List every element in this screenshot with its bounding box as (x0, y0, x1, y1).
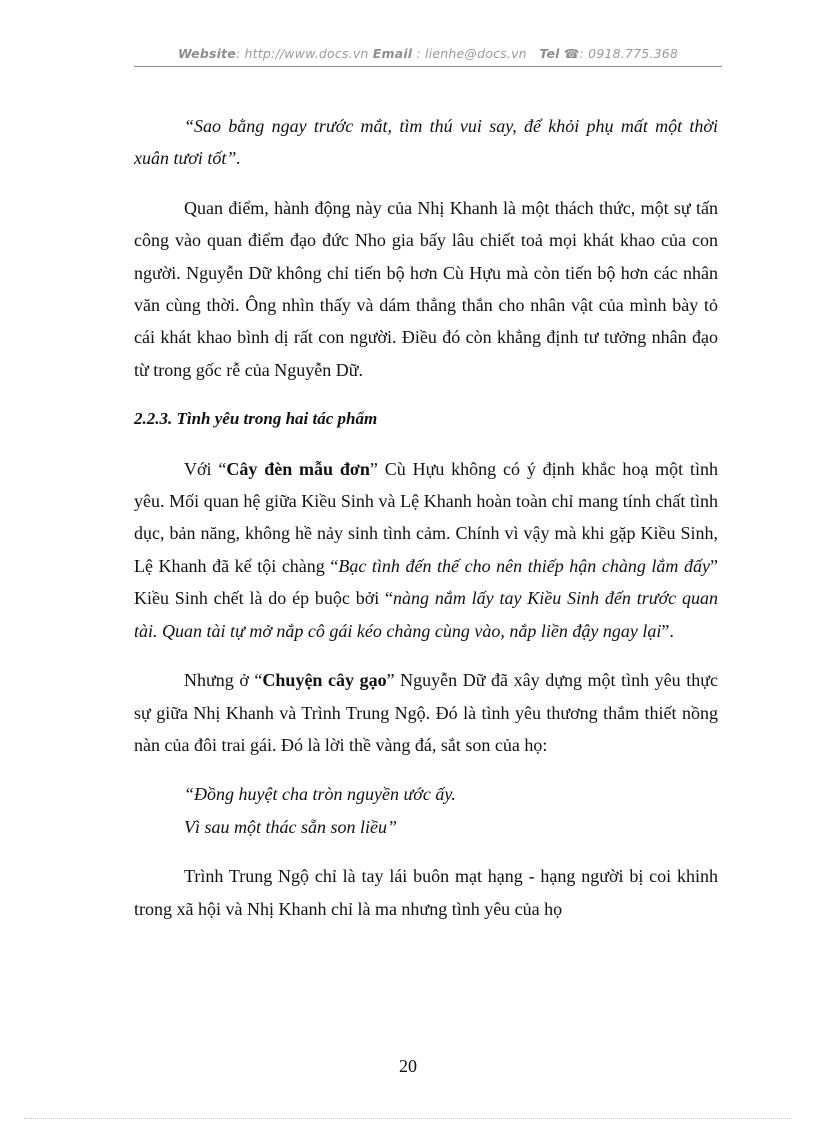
body-text (134, 110, 718, 925)
header-divider (134, 66, 722, 67)
email-value: : lienhe@docs.vn (412, 46, 531, 61)
paragraph-analysis: Quan điểm, hành động này của Nhị Khanh là một thách thức, một sự tấn công vào quan điểm đạo đức Nho gia bấy lâu chiết toả mọi khát khao của con người. Nguyễn Dữ không chỉ tiến bộ hơn Cù Hựu mà còn tiến bộ hơn các nhân văn cùng thời. Ông nhìn thấy và dám thẳng thắn cho nhân vật của mình bày tỏ cái khát khao bình dị rất con người. Điều đó còn khẳng định tư tưởng nhân đạo từ trong gốc rễ của Nguyễn Dữ. (134, 197, 718, 380)
verse-quote (134, 778, 718, 843)
website-label: Website (177, 46, 236, 61)
page-header (134, 46, 722, 61)
quote-paragraph (134, 110, 718, 175)
paragraph-cay-gao (134, 664, 718, 761)
text-run: ” Cù Hựu không có ý định khắc hoạ một tình yêu. Mối quan hệ giữa Kiều Sinh và Lệ Khanh hoàn toàn chỉ mang tính chất tình dục, bản năng, không hề nảy sinh tình cảm. Chính vì vậy mà khi gặp Kiều Sinh, Lệ Khanh đã kể tội chàng “ (134, 458, 718, 576)
paragraph-cay-den (134, 453, 718, 647)
telephone-icon: ☎ (563, 46, 580, 61)
tel-value: : 0918.775.368 (579, 46, 679, 61)
text-run: ” Kiều Sinh chết là do ép buộc bởi “ (134, 555, 718, 609)
quote-run: Bạc tình đến thế cho nên thiếp hận chàng lắm đấy (338, 555, 710, 576)
quote-text: “Sao bằng ngay trước mắt, tìm thú vui say, để khỏi phụ mất một thời xuân tươi tốt”. (134, 116, 718, 169)
website-value: : http://www.docs.vn (235, 46, 373, 61)
footer-divider (24, 1118, 792, 1119)
quote-run: nàng nắm lấy tay Kiều Sinh đến trước quan tài. Quan tài tự mở nắp cô gái kéo chàng cùng vào, nắp liền đậy ngay lại (134, 588, 718, 641)
tel-label: Tel (539, 46, 560, 61)
verse-line: “Đồng huyệt cha tròn nguyền ước ấy. (184, 784, 456, 805)
work-title: Chuyện cây gạo (262, 670, 387, 691)
text-run: Nhưng ở “ (184, 670, 263, 691)
text-run: ” Nguyễn Dữ đã xây dựng một tình yêu thực sự giữa Nhị Khanh và Trình Trung Ngộ. Đó là tình yêu thương thắm thiết nồng nàn của đôi trai gái. Đó là lời thề vàng đá, sắt son của họ: (134, 670, 718, 755)
verse-line: Vì sau một thác sẵn son liều” (184, 816, 398, 837)
section-heading: 2.2.3. Tình yêu trong hai tác phẩm (134, 409, 378, 429)
work-title: Cây đèn mẫu đơn (226, 458, 370, 479)
paragraph-closing: Trình Trung Ngộ chỉ là tay lái buôn mạt hạng - hạng người bị coi khinh trong xã hội và Nhị Khanh chỉ là ma nhưng tình yêu của họ (134, 866, 718, 919)
email-label: Email (372, 46, 413, 61)
page-number: 20 (399, 1056, 417, 1076)
text-run: ”. (661, 620, 674, 641)
text-run: Với “ (184, 458, 227, 479)
